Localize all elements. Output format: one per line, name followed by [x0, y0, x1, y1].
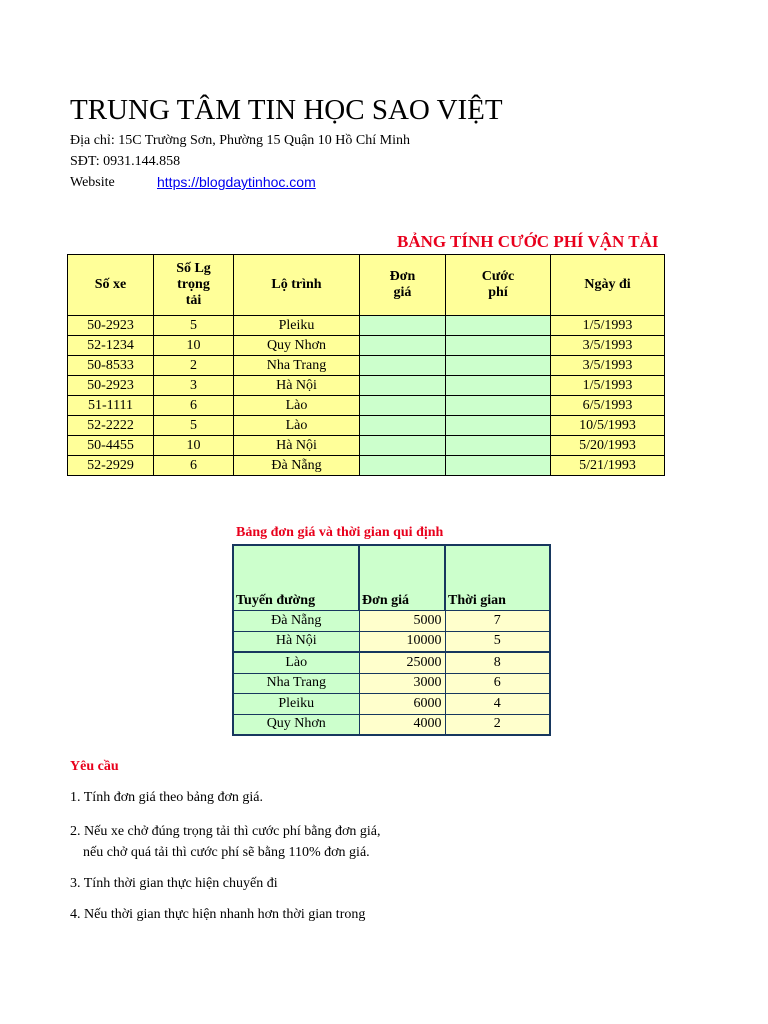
ref-header-row — [233, 545, 550, 611]
cell-route[interactable]: Nha Trang — [234, 356, 360, 376]
cell-unit-price[interactable] — [360, 416, 446, 436]
table-row — [68, 376, 665, 396]
cell-route-name[interactable]: Quy Nhơn — [233, 714, 359, 735]
col-header-route-name: Tuyến đường — [233, 545, 359, 611]
freight-table — [67, 254, 665, 476]
ref-table-title: Bảng đơn giá và thời gian qui định — [236, 525, 444, 540]
table-row — [68, 456, 665, 476]
cell-fee[interactable] — [446, 336, 551, 356]
cell-date[interactable]: 5/20/1993 — [551, 436, 665, 456]
cell-time[interactable]: 7 — [445, 611, 550, 632]
col-header-time: Thời gian — [445, 545, 550, 611]
requirement-item: 2. Nếu xe chở đúng trọng tải thì cước phí bằng đơn giá, — [70, 824, 381, 839]
price-time-table — [232, 544, 551, 736]
cell-route-name[interactable]: Nha Trang — [233, 673, 359, 694]
requirement-item: 1. Tính đơn giá theo bảng đơn giá. — [70, 790, 264, 805]
cell-route-name[interactable]: Lào — [233, 652, 359, 673]
cell-date[interactable]: 10/5/1993 — [551, 416, 665, 436]
cell-load[interactable]: 6 — [154, 396, 234, 416]
table-row — [68, 436, 665, 456]
cell-route-name[interactable]: Pleiku — [233, 694, 359, 715]
cell-price[interactable]: 10000 — [359, 631, 445, 652]
requirement-item: 4. Nếu thời gian thực hiện nhanh hơn thời gian trong — [70, 907, 366, 922]
requirements-title: Yêu cầu — [70, 759, 119, 774]
requirement-item: 3. Tính thời gian thực hiện chuyến đi — [70, 876, 278, 891]
cell-date[interactable]: 6/5/1993 — [551, 396, 665, 416]
cell-unit-price[interactable] — [360, 456, 446, 476]
cell-route[interactable]: Hà Nội — [234, 376, 360, 396]
table-row — [233, 631, 550, 652]
cell-load[interactable]: 3 — [154, 376, 234, 396]
cell-price[interactable]: 3000 — [359, 673, 445, 694]
table-row — [233, 694, 550, 715]
cell-plate[interactable]: 52-2929 — [68, 456, 154, 476]
table-row — [68, 416, 665, 436]
col-header-date: Ngày đi — [551, 255, 665, 316]
table-row — [233, 673, 550, 694]
table-row — [233, 611, 550, 632]
col-header-price: Đơn giá — [359, 545, 445, 611]
table-row — [68, 336, 665, 356]
cell-plate[interactable]: 52-1234 — [68, 336, 154, 356]
cell-unit-price[interactable] — [360, 436, 446, 456]
cell-load[interactable]: 5 — [154, 416, 234, 436]
cell-plate[interactable]: 50-8533 — [68, 356, 154, 376]
cell-route[interactable]: Quy Nhơn — [234, 336, 360, 356]
cell-unit-price[interactable] — [360, 396, 446, 416]
table-row — [68, 396, 665, 416]
cell-route[interactable]: Lào — [234, 396, 360, 416]
cell-route-name[interactable]: Hà Nội — [233, 631, 359, 652]
cell-unit-price[interactable] — [360, 336, 446, 356]
col-header-plate: Số xe — [68, 255, 154, 316]
table-row — [68, 316, 665, 336]
cell-fee[interactable] — [446, 416, 551, 436]
cell-date[interactable]: 3/5/1993 — [551, 356, 665, 376]
cell-time[interactable]: 2 — [445, 714, 550, 735]
cell-route[interactable]: Lào — [234, 416, 360, 436]
cell-plate[interactable]: 52-2222 — [68, 416, 154, 436]
table-row — [68, 356, 665, 376]
cell-unit-price[interactable] — [360, 316, 446, 336]
cell-fee[interactable] — [446, 396, 551, 416]
cell-route-name[interactable]: Đà Nẵng — [233, 611, 359, 632]
main-table-title: BẢNG TÍNH CƯỚC PHÍ VẬN TẢI — [397, 232, 659, 251]
cell-price[interactable]: 5000 — [359, 611, 445, 632]
cell-unit-price[interactable] — [360, 376, 446, 396]
cell-fee[interactable] — [446, 376, 551, 396]
cell-time[interactable]: 5 — [445, 631, 550, 652]
cell-plate[interactable]: 50-2923 — [68, 316, 154, 336]
col-header-unit-price: Đơn giá — [360, 255, 446, 316]
col-header-load: Số Lg trọng tải — [154, 255, 234, 316]
table-row — [233, 652, 550, 673]
cell-load[interactable]: 2 — [154, 356, 234, 376]
cell-route[interactable]: Hà Nội — [234, 436, 360, 456]
col-header-route: Lộ trình — [234, 255, 360, 316]
cell-price[interactable]: 25000 — [359, 652, 445, 673]
cell-price[interactable]: 4000 — [359, 714, 445, 735]
cell-load[interactable]: 10 — [154, 336, 234, 356]
cell-fee[interactable] — [446, 316, 551, 336]
cell-date[interactable]: 1/5/1993 — [551, 376, 665, 396]
cell-date[interactable]: 1/5/1993 — [551, 316, 665, 336]
freight-header-row — [68, 255, 665, 316]
cell-time[interactable]: 4 — [445, 694, 550, 715]
col-header-fee: Cước phí — [446, 255, 551, 316]
phone-text: SĐT: 0931.144.858 — [70, 154, 181, 169]
requirement-item: nếu chở quá tải thì cước phí sẽ bằng 110% đơn giá. — [83, 845, 370, 860]
cell-route[interactable]: Đà Nẵng — [234, 456, 360, 476]
cell-time[interactable]: 6 — [445, 673, 550, 694]
table-row — [233, 714, 550, 735]
cell-date[interactable]: 5/21/1993 — [551, 456, 665, 476]
cell-plate[interactable]: 50-2923 — [68, 376, 154, 396]
page-title: TRUNG TÂM TIN HỌC SAO VIỆT — [70, 94, 503, 126]
cell-time[interactable]: 8 — [445, 652, 550, 673]
cell-fee[interactable] — [446, 456, 551, 476]
cell-plate[interactable]: 51-1111 — [68, 396, 154, 416]
cell-fee[interactable] — [446, 356, 551, 376]
cell-fee[interactable] — [446, 436, 551, 456]
cell-unit-price[interactable] — [360, 356, 446, 376]
cell-plate[interactable]: 50-4455 — [68, 436, 154, 456]
website-label: Website — [70, 175, 115, 190]
cell-date[interactable]: 3/5/1993 — [551, 336, 665, 356]
cell-load[interactable]: 5 — [154, 316, 234, 336]
cell-price[interactable]: 6000 — [359, 694, 445, 715]
cell-load[interactable]: 6 — [154, 456, 234, 476]
cell-route[interactable]: Pleiku — [234, 316, 360, 336]
address-text: Địa chỉ: 15C Trường Sơn, Phường 15 Quận 10 Hồ Chí Minh — [70, 133, 410, 148]
website-link[interactable]: https://blogdaytinhoc.com — [157, 174, 316, 190]
cell-load[interactable]: 10 — [154, 436, 234, 456]
